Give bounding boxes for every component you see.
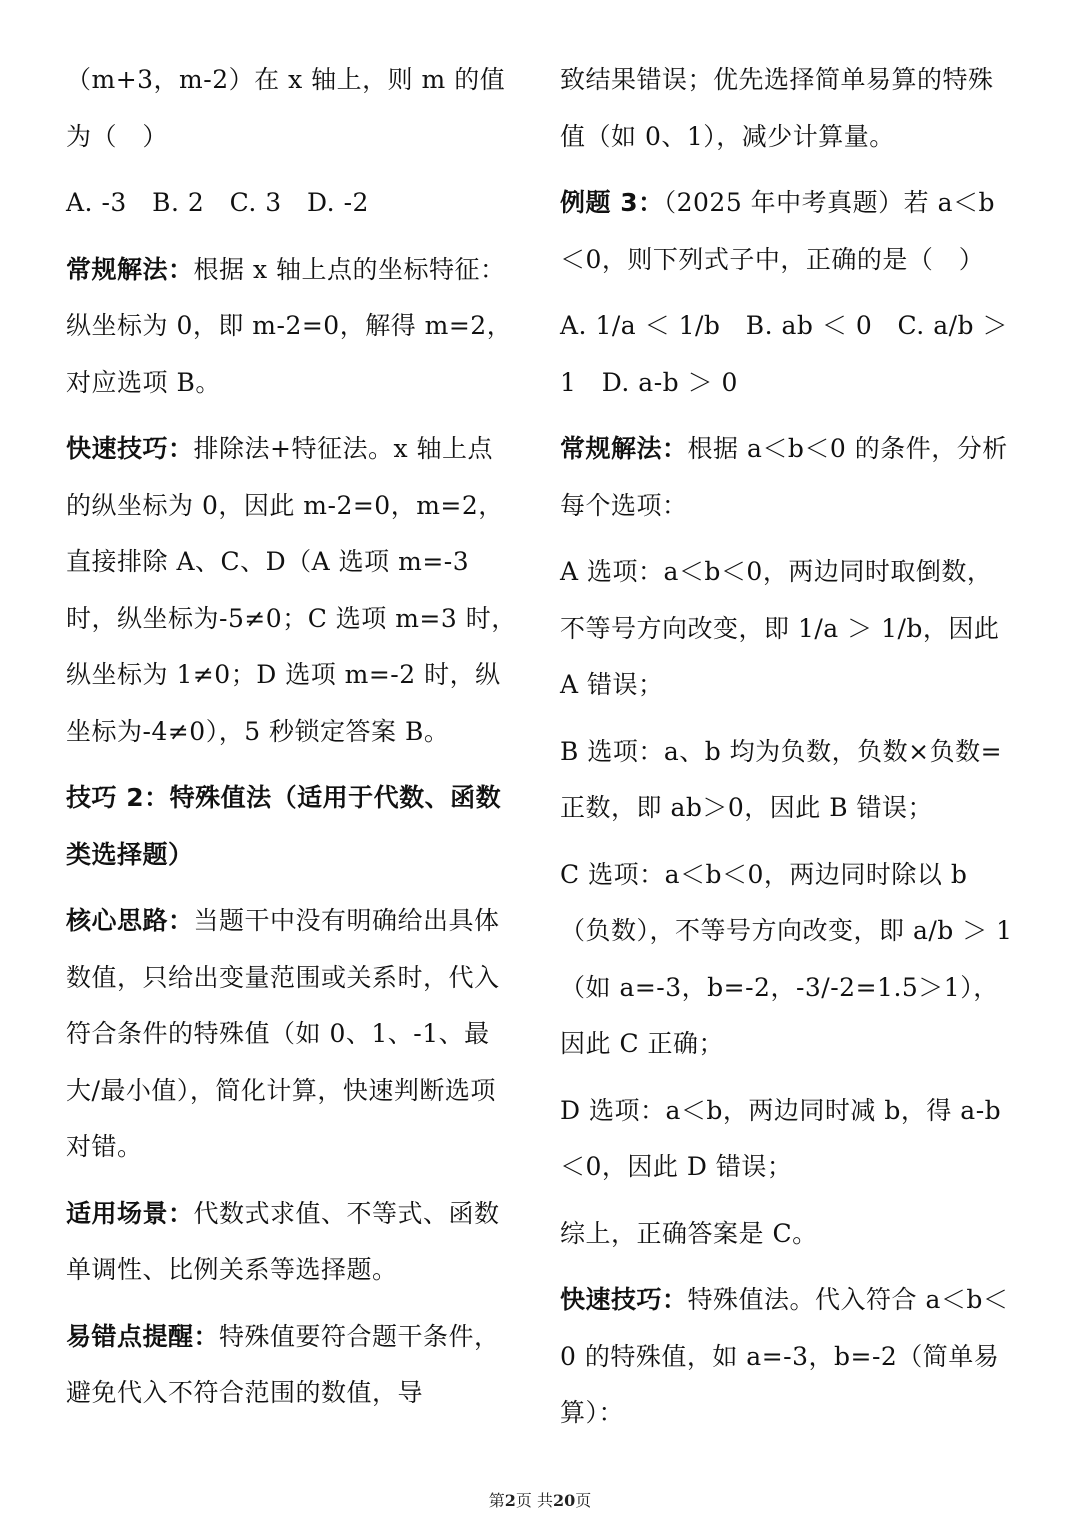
error-reminder-label: 易错点提醒： [66,1321,220,1351]
quick-tip [66,421,518,760]
footer-middle: 页 共 [515,1491,553,1510]
example-3-label: 例题 3： [560,188,664,217]
left-column [66,52,518,1432]
quick-tip-label: 快速技巧： [66,434,194,463]
option-c-analysis: C 选项：a＜b＜0，两边同时除以 b（负数），不等号方向改变，即 a/b ＞ 1（如 a=-3，b=-2，-3/-2=1.5＞1），因此 C 正确； [560,859,1013,1058]
example-3-text: （2025 年中考真题）若 a＜b＜0，则下列式子中，正确的是（ ） [560,188,996,274]
footer-suffix: 页 [575,1491,592,1510]
core-idea-label: 核心思路： [66,906,194,935]
example-3 [560,175,1015,288]
footer-total-pages: 20 [552,1491,576,1510]
summary: 综上，正确答案是 C。 [560,1218,818,1248]
error-reminder-text: 特殊值要符合题干条件，避免代入不符合范围的数值，导 [66,1321,500,1407]
normal-solution-text: 根据 x 轴上点的坐标特征：纵坐标为 0，即 m-2=0，解得 m=2，对应选项 B。 [66,254,513,397]
applicable-scenarios [66,1186,518,1299]
quick-tip-2 [560,1272,1015,1442]
page-footer [0,1488,1080,1511]
question-stem: （m+3，m-2）在 x 轴上，则 m 的值为（ ） [66,65,506,151]
applicable-scenarios-label: 适用场景： [66,1198,194,1228]
section-heading-skill-2: 技巧 2：特殊值法（适用于代数、函数类选择题） [66,783,502,869]
quick-tip-2-text: 特殊值法。代入符合 a＜b＜0 的特殊值，如 a=-3，b=-2（简单易算）： [560,1285,1009,1427]
normal-solution-2-label: 常规解法： [560,434,688,463]
error-reminder [66,1309,518,1422]
error-reminder-continued: 致结果错误；优先选择简单易算的特殊值（如 0、1），减少计算量。 [560,65,994,151]
right-column [560,52,1015,1452]
question-options: A. -3 B. 2 C. 3 D. -2 [66,188,369,217]
normal-solution-2-text: 根据 a＜b＜0 的条件，分析每个选项： [560,434,1008,520]
core-idea-text: 当题干中没有明确给出具体数值，只给出变量范围或关系时，代入符合条件的特殊值（如 0、1、-1、最大/最小值），简化计算，快速判断选项对错。 [66,906,500,1161]
option-b-analysis: B 选项：a、b 均为负数，负数×负数=正数，即 ab＞0，因此 B 错误； [560,736,1003,822]
option-d-analysis: D 选项：a＜b，两边同时减 b，得 a-b＜0，因此 D 错误； [560,1095,1002,1181]
applicable-scenarios-text: 代数式求值、不等式、函数单调性、比例关系等选择题。 [66,1198,500,1284]
normal-solution-label: 常规解法： [66,254,194,284]
quick-tip-2-label: 快速技巧： [560,1285,688,1314]
quick-tip-text: 排除法+特征法。x 轴上点的纵坐标为 0，因此 m-2=0，m=2，直接排除 A、C、D（A 选项 m=-3 时，纵坐标为-5≠0；C 选项 m=3 时，纵坐标为 1≠0；D 选项 m=-2 时，纵坐标为-4≠0），5 秒锁定答案 B。 [66,434,517,746]
footer-prefix: 第 [488,1491,505,1510]
normal-solution [66,242,518,412]
core-idea [66,893,518,1176]
option-a-analysis: A 选项：a＜b＜0，两边同时取倒数，不等号方向改变，即 1/a ＞ 1/b，因此 A 错误； [560,557,1008,699]
example-3-options: A. 1/a ＜ 1/b B. ab ＜ 0 C. a/b ＞ 1 D. a-b ＞ 0 [560,311,1017,397]
footer-page-number: 2 [504,1491,516,1510]
normal-solution-2 [560,421,1015,534]
